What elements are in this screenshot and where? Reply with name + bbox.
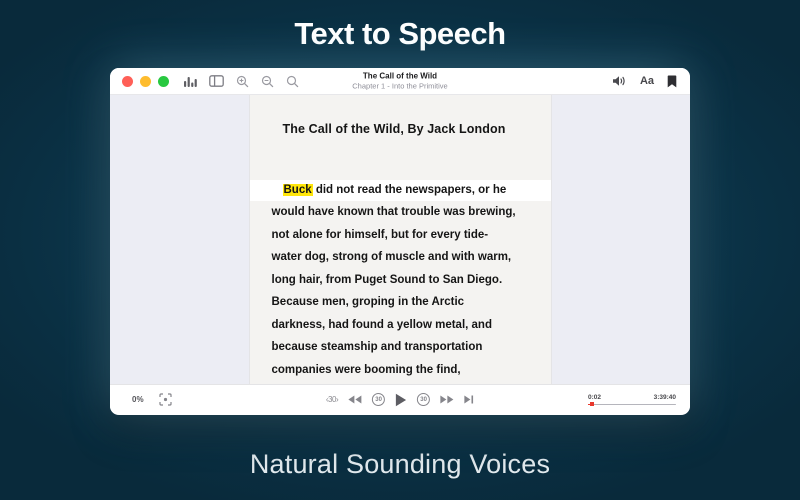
- sidebar-toggle-icon[interactable]: [209, 75, 224, 87]
- search-icon[interactable]: [286, 75, 299, 88]
- traffic-lights: [122, 76, 169, 87]
- bookmark-icon[interactable]: [667, 75, 677, 88]
- body-line: companies were booming the find,: [271, 363, 461, 376]
- app-window: [110, 68, 690, 415]
- sentence-rest: did not read the newspapers, or he: [312, 184, 507, 196]
- hero-title: Text to Speech: [294, 16, 506, 51]
- book-page: [249, 95, 552, 384]
- current-sentence-highlight: [250, 180, 551, 201]
- total-time: 3:39:40: [653, 393, 676, 401]
- progress-percent: 0%: [132, 395, 144, 404]
- progress-bar[interactable]: [588, 404, 676, 406]
- hero-subtitle: Natural Sounding Voices: [249, 449, 551, 479]
- skip-interval-label: ‹30›: [325, 395, 339, 404]
- window-title-block: [352, 71, 447, 90]
- skip-forward-30-button[interactable]: 30: [417, 393, 430, 406]
- zoom-window-button[interactable]: [158, 76, 169, 87]
- reader-content: [110, 95, 690, 384]
- body-line: long hair, from Puget Sound to San Diego.: [271, 273, 503, 286]
- skip-to-end-button[interactable]: [464, 395, 474, 404]
- minimize-button[interactable]: [140, 76, 151, 87]
- elapsed-time: 0:02: [588, 393, 602, 401]
- page-body: [250, 180, 551, 381]
- right-margin-panel: [552, 95, 691, 384]
- font-settings-button[interactable]: Aa: [639, 75, 654, 87]
- window-titlebar: [110, 68, 690, 95]
- focus-mode-icon[interactable]: [159, 393, 172, 406]
- rewind-button[interactable]: [348, 395, 362, 404]
- progress-section: [588, 394, 676, 406]
- spoken-word-highlight: Buck: [283, 184, 312, 196]
- stats-icon[interactable]: [183, 75, 197, 88]
- close-button[interactable]: [122, 76, 133, 87]
- window-title: The Call of the Wild: [362, 71, 438, 81]
- fast-forward-button[interactable]: [440, 395, 454, 404]
- skip-back-30-button[interactable]: 30: [372, 393, 385, 406]
- body-line: not alone for himself, but for every tide-: [271, 228, 489, 241]
- body-line: because steamship and transportation: [271, 341, 483, 353]
- window-subtitle: Chapter 1 - Into the Primitive: [352, 81, 448, 91]
- zoom-out-icon[interactable]: [261, 75, 274, 88]
- volume-icon[interactable]: [612, 75, 627, 87]
- body-line: darkness, had found a yellow metal, and: [271, 318, 492, 331]
- play-button[interactable]: [395, 393, 407, 407]
- page-heading: The Call of the Wild, By Jack London: [282, 122, 506, 136]
- body-line: water dog, strong of muscle and with warm,: [271, 251, 512, 263]
- body-line: would have known that trouble was brewing,: [271, 206, 516, 218]
- left-margin-panel: [110, 95, 249, 384]
- progress-thumb[interactable]: [590, 402, 594, 406]
- zoom-in-icon[interactable]: [236, 75, 249, 88]
- playback-bar: [110, 384, 690, 414]
- body-line: Because men, groping in the Arctic: [271, 296, 465, 308]
